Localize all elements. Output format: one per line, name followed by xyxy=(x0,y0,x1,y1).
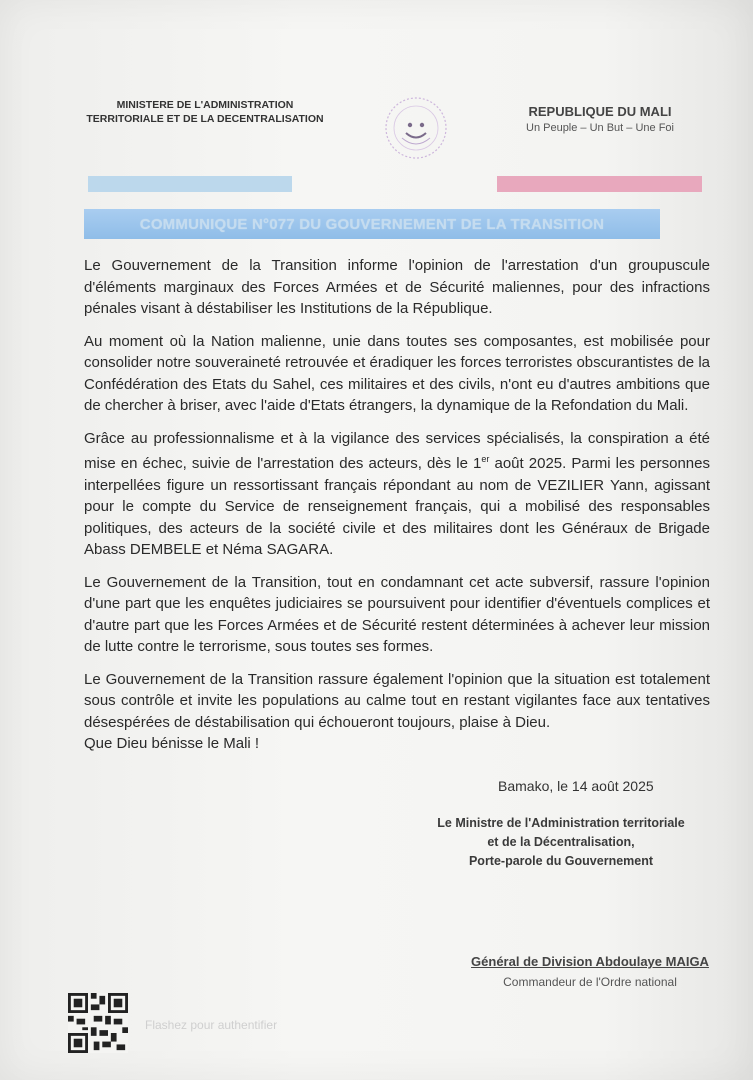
communique-title: COMMUNIQUE N°077 DU GOUVERNEMENT DE LA TRANSITION xyxy=(139,215,605,233)
ministry-line-1: MINISTERE DE L'ADMINISTRATION xyxy=(116,99,294,111)
signatory-line-1: Le Ministre de l'Administration territoriale xyxy=(437,816,685,830)
place-and-date: Bamako, le 14 août 2025 xyxy=(498,778,654,794)
signatory-title: Commandeur de l'Ordre national xyxy=(503,975,677,989)
paragraph-3-part-b: août 2025. Parmi les personnes interpellées figure un ressortissant français répondant au nom de VEZILIER Yann, agissant pour le compte du Service de renseignement français, qui a mobilisé des responsables politiques, des acteurs de la société civile et des militaires dont les Généraux de Brigade Abass DEMBELE et Néma SAGARA. xyxy=(84,455,710,558)
ministry-header xyxy=(60,98,350,126)
signatory-name: Général de Division Abdoulaye MAIGA xyxy=(471,954,709,969)
communique-title-bar xyxy=(84,209,660,239)
republic-header xyxy=(490,103,710,136)
paragraph-2: Au moment où la Nation malienne, unie dans toutes ses composantes, est mobilisée pour consolider notre souveraineté retrouvée et éradiquer les forces terroristes obscurantistes de la Confédération des Etats du Sahel, ces militaires et des civils, n'ont eu d'autres ambitions que de chercher à briser, avec l'aide d'Etats étrangers, la dynamique de la Refondation du Mali. xyxy=(84,332,710,414)
ordinal-superscript: er xyxy=(481,454,490,464)
flag-band-blue xyxy=(88,176,292,192)
ministry-seal-icon xyxy=(378,90,454,166)
closing-blessing: Que Dieu bénisse le Mali ! xyxy=(84,735,260,752)
paragraph-4: Le Gouvernement de la Transition, tout en condamnant cet acte subversif, rassure l'opinion d'une part que les enquêtes judiciaires se poursuivent pour identifier d'éventuels complices et d'autre part que les Forces Armées et de Sécurité restent déterminées à achever leur mission de lutte contre le terrorisme, sous toutes ses formes. xyxy=(84,573,710,655)
paragraph-1: Le Gouvernement de la Transition informe l'opinion de l'arrestation d'un groupuscule d'éléments marginaux des Forces Armées et de Sécurité maliennes, pour des infractions pénales visant à déstabiliser les Institutions de la République. xyxy=(84,257,710,317)
signatory-block xyxy=(400,814,722,871)
signatory-line-2: et de la Décentralisation, xyxy=(487,835,635,849)
paragraph-5: Le Gouvernement de la Transition rassure également l'opinion que la situation est totalement sous contrôle et invite les populations au calme tout en restant vigilantes face aux tentatives désespérées de déstabilisation qui échoueront toujours, plaise à Dieu. xyxy=(84,670,710,731)
signatory-line-3: Porte-parole du Gouvernement xyxy=(468,854,654,868)
ministry-line-2: TERRITORIALE ET DE LA DECENTRALISATION xyxy=(86,113,324,125)
qr-code-icon[interactable] xyxy=(68,993,128,1053)
national-motto: Un Peuple – Un But – Une Foi xyxy=(526,122,674,134)
flag-band-pink xyxy=(497,176,702,192)
paragraph-3-part-a: Grâce au professionnalisme et à la vigilance des services spécialisés, la conspiration a été mise en échec, suivie de l'arrestation des acteurs, dès le 1 xyxy=(84,429,710,472)
qr-verify-caption: Flashez pour authentifier xyxy=(145,1018,278,1032)
country-name: REPUBLIQUE DU MALI xyxy=(528,104,672,119)
communique-body xyxy=(84,255,710,755)
paragraph-3 xyxy=(84,428,710,561)
